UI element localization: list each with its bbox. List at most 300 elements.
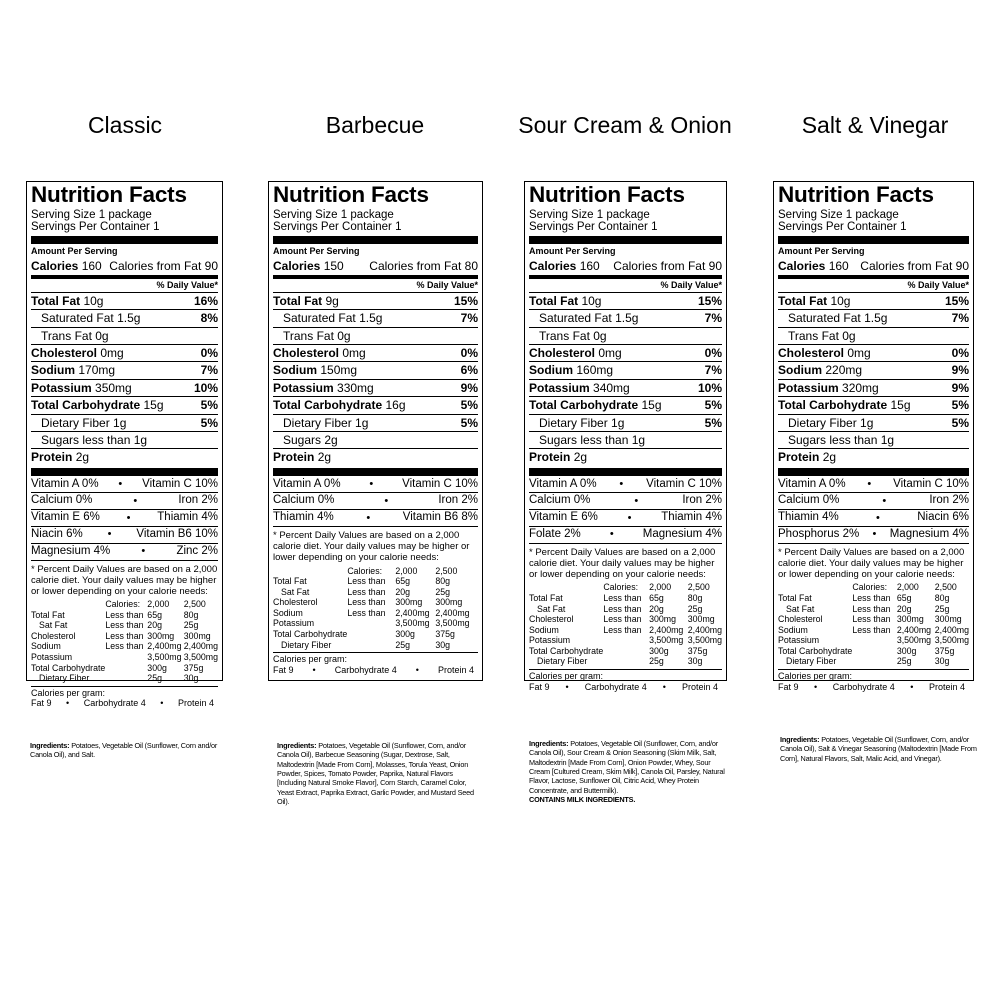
nutrient-amount: 10g (581, 293, 602, 308)
bullet-separator: • (662, 681, 666, 692)
nutrient-name: Trans Fat (539, 328, 590, 343)
nutrient-name: Sodium (31, 363, 75, 378)
nutrient-name: Cholesterol (778, 345, 845, 360)
reference-value-2500: 80g (183, 609, 199, 620)
reference-nutrient: Cholesterol (273, 597, 318, 608)
reference-row (31, 652, 218, 663)
nutrient-name: Sugars (283, 432, 322, 447)
nutrient-name-amount (283, 416, 368, 430)
nutrient-amount: 1g (113, 415, 127, 430)
vitamin-left: Niacin 6% (31, 528, 83, 541)
reference-qualifier (603, 635, 649, 646)
nutrient-name-amount (529, 294, 601, 308)
nutrient-row (778, 449, 969, 465)
divider-thick (778, 468, 969, 476)
nutrient-amount: 0mg (847, 345, 871, 360)
reference-qualifier: Less than (603, 603, 642, 614)
cpg-fat: Fat 9 (31, 698, 52, 709)
reference-col-2000: 2,000 (147, 599, 170, 610)
calories-number: 160 (579, 258, 600, 273)
nutrient-row (31, 380, 218, 397)
reference-nutrient: Total Fat (778, 593, 812, 604)
nutrient-name: Trans Fat (283, 328, 334, 343)
reference-value-2000: 65g (896, 593, 912, 604)
reference-row (31, 673, 218, 684)
nutrient-name: Dietary Fiber (788, 415, 857, 430)
vitamin-left: Calcium 0% (778, 494, 840, 507)
amount-per-serving: Amount Per Serving (31, 245, 118, 256)
reference-value-2000: 300mg (395, 597, 423, 608)
nutrient-amount: 1g (611, 415, 625, 430)
bullet-separator: • (384, 494, 389, 507)
divider-thick (529, 468, 722, 476)
vitamin-left: Vitamin A 0% (529, 477, 597, 490)
nutrient-name-amount (788, 416, 873, 430)
nutrient-daily-value: 10% (697, 380, 722, 395)
ingredients-list: Potatoes, Vegetable Oil (Sunflower, Corn, and/or Canola Oil), Sour Cream & Onion Seasoning (Skim Milk, Salt, Maltodextrin [Made From Corn], Onion Powder, Whey, Sour Cream [Cultured Cream, Skim Milk], Canola Oil, Parsley, Natural Flavor, Lactose, Sunflower Oil, Citric Acid, Whey Protein Concentrate, and Buttermilk). (529, 739, 725, 795)
nutrient-daily-value: 7% (951, 311, 969, 326)
nutrient-row (529, 310, 722, 327)
nutrient-amount: 15g (143, 398, 164, 413)
reference-value-2500: 375g (934, 645, 955, 656)
bullet-separator: • (634, 494, 639, 507)
reference-row (778, 625, 969, 636)
reference-nutrient: Total Carbohydrate (31, 662, 106, 673)
reference-nutrient: Total Fat (529, 593, 563, 604)
nutrient-name-amount (539, 311, 638, 325)
reference-nutrient: Sodium (529, 624, 559, 635)
reference-row (778, 593, 969, 604)
flavor-heading: Classic (87, 112, 163, 138)
calories-value (529, 259, 600, 273)
daily-value-reference-table (31, 599, 218, 683)
ingredients-list: Potatoes, Vegetable Oil (Sunflower, Corn, and/or Canola Oil), Salt & Vinegar Seasoning (Maltodextrin [Made From Corn], Natural Flavors, Salt, Malic Acid, and Vinegar). (780, 735, 977, 763)
nutrition-facts-title: Nutrition Facts (778, 182, 934, 207)
calories-from-fat: Calories from Fat 90 (860, 258, 969, 273)
reference-value-2500: 375g (687, 645, 708, 656)
nutrient-amount: 330mg (337, 380, 374, 395)
nutrient-daily-value: 5% (460, 398, 478, 413)
nutrient-name: Saturated Fat (788, 311, 861, 326)
reference-value-2000: 25g (395, 639, 411, 650)
nutrient-daily-value: 5% (951, 415, 969, 430)
reference-nutrient: Dietary Fiber (281, 639, 332, 650)
nutrient-daily-value: 5% (704, 398, 722, 413)
nutrient-name-amount (41, 433, 147, 447)
divider-thick (273, 236, 478, 244)
flavor-heading: Barbecue (325, 112, 425, 138)
nutrient-amount: 10g (83, 293, 104, 308)
vitamin-left: Magnesium 4% (31, 544, 111, 557)
servings-per-container: Servings Per Container 1 (31, 221, 160, 234)
reference-value-2500: 375g (183, 662, 204, 673)
nutrient-row (31, 397, 218, 414)
calories-per-gram-label: Calories per gram: (31, 687, 106, 698)
nutrient-name-amount (31, 363, 115, 377)
reference-row (529, 614, 722, 625)
nutrient-row (778, 293, 969, 310)
reference-value-2500: 300mg (183, 630, 211, 641)
nutrient-row (778, 345, 969, 362)
reference-value-2000: 65g (649, 593, 664, 604)
nutrient-row (529, 328, 722, 345)
vitamin-left: Vitamin A 0% (31, 477, 99, 490)
reference-row (273, 608, 470, 619)
reference-value-2000: 300g (395, 628, 415, 639)
calories-value (778, 259, 849, 273)
ingredients-list: Potatoes, Vegetable Oil (Sunflower, Corn and/or Canola Oil), and Salt. (30, 741, 218, 760)
nutrient-row (778, 362, 969, 379)
vitamin-right: Iron 2% (178, 494, 218, 507)
daily-value-header: % Daily Value* (778, 279, 969, 293)
reference-nutrient: Sat Fat (281, 586, 310, 597)
reference-empty-cell (529, 582, 603, 593)
amount-per-serving: Amount Per Serving (778, 245, 865, 256)
vitamin-right: Iron 2% (929, 494, 969, 507)
servings-per-container: Servings Per Container 1 (529, 221, 658, 234)
nutrient-name: Cholesterol (529, 345, 596, 360)
reference-empty-cell (31, 599, 105, 610)
vitamin-row (273, 493, 478, 510)
nutrient-row (273, 415, 478, 432)
vitamin-right: Vitamin B6 10% (136, 528, 218, 541)
reference-value-2000: 3,500mg (649, 635, 684, 646)
ingredients-label: Ingredients: (30, 741, 70, 750)
cpg-protein: Protein 4 (177, 698, 214, 709)
nutrient-name-amount (41, 311, 140, 325)
reference-qualifier: Less than (105, 620, 144, 631)
reference-nutrient: Dietary Fiber (786, 656, 837, 667)
nutrient-name: Cholesterol (31, 345, 98, 360)
nutrient-name-amount (539, 416, 624, 430)
divider-thick (31, 468, 218, 476)
reference-value-2000: 25g (649, 656, 664, 667)
nutrient-daily-value: 5% (951, 398, 969, 413)
nutrient-amount: 2g (324, 432, 338, 447)
nutrient-name-amount (31, 398, 164, 412)
bullet-separator: • (160, 698, 164, 709)
reference-nutrient: Dietary Fiber (39, 673, 90, 684)
cpg-protein: Protein 4 (437, 664, 474, 675)
amount-per-serving: Amount Per Serving (529, 245, 616, 256)
nutrition-facts-label (773, 181, 974, 692)
calories-per-gram-label: Calories per gram: (778, 670, 853, 681)
reference-qualifier (347, 629, 395, 640)
calories-number: 150 (323, 258, 344, 273)
nutrient-amount: 0mg (598, 345, 622, 360)
ingredients-label: Ingredients: (529, 739, 569, 748)
vitamin-left: Vitamin E 6% (31, 511, 100, 524)
nutrient-name: Total Fat (273, 293, 323, 308)
reference-value-2500: 80g (934, 593, 950, 604)
bullet-separator: • (872, 528, 877, 541)
reference-nutrient: Cholesterol (31, 630, 76, 641)
reference-qualifier: Less than (347, 576, 386, 587)
cpg-carbohydrate: Carbohydrate 4 (584, 681, 647, 692)
calories-per-gram (778, 669, 969, 693)
bullet-separator: • (133, 494, 138, 507)
nutrient-row (529, 449, 722, 465)
reference-value-2500: 25g (435, 586, 451, 597)
calories-row (778, 258, 969, 274)
nutrient-name-amount (273, 363, 357, 377)
nutrient-row (778, 380, 969, 397)
nutrition-facts-title: Nutrition Facts (529, 182, 685, 207)
nutrition-facts-label (524, 181, 727, 692)
nutrient-amount: 16g (385, 398, 406, 413)
nutrient-name-amount (529, 450, 587, 464)
reference-value-2000: 300g (896, 645, 917, 656)
nutrient-name: Total Fat (778, 293, 828, 308)
ingredients-text (277, 741, 477, 806)
reference-nutrient: Sat Fat (537, 603, 566, 614)
nutrient-name: Trans Fat (788, 328, 839, 343)
nutrient-daily-value: 5% (200, 398, 218, 413)
cpg-fat: Fat 9 (778, 681, 799, 692)
bullet-separator: • (141, 545, 146, 558)
nutrient-row (778, 415, 969, 432)
reference-value-2000: 20g (896, 603, 912, 614)
nutrient-name-amount (778, 363, 862, 377)
nutrient-daily-value: 6% (460, 363, 478, 378)
ingredients-text (529, 739, 729, 804)
calories-per-gram-label: Calories per gram: (529, 670, 604, 681)
vitamin-left: Calcium 0% (31, 494, 93, 507)
reference-value-2000: 3,500mg (147, 652, 182, 662)
nutrient-name-amount (31, 450, 89, 464)
nutrient-amount: 1.5g (864, 311, 888, 326)
nutrient-name: Saturated Fat (283, 311, 356, 326)
daily-value-footnote: * Percent Daily Values are based on a 2,000 calorie diet. Your daily values may be higher or lower depending on your calorie needs: (529, 546, 716, 581)
nutrient-row (273, 380, 478, 397)
nutrient-name-amount (539, 433, 645, 447)
reference-value-2000: 20g (649, 603, 664, 614)
nutrient-name: Saturated Fat (539, 311, 612, 326)
nutrient-daily-value: 0% (200, 345, 218, 360)
nutrient-row (31, 432, 218, 449)
nutrient-row (273, 345, 478, 362)
nutrient-row (778, 432, 969, 449)
nutrient-daily-value: 15% (697, 293, 722, 308)
nutrient-name-amount (41, 329, 109, 343)
nutrient-name-amount (788, 433, 894, 447)
cpg-protein: Protein 4 (681, 681, 718, 692)
reference-qualifier: Less than (105, 609, 144, 620)
reference-value-2500: 300mg (934, 614, 962, 625)
nutrient-row (529, 293, 722, 310)
ingredients-list: Potatoes, Vegetable Oil (Sunflower, Corn, and/or Canola Oil), Barbecue Seasoning (Sugar, Dextrose, Salt, Maltodextrin [Made From Corn], Molasses, Torula Yeast, Onion Powder, Spices, Tomato Powder, Paprika, Natural Flavors [Including Natural Smoke Flavor], Corn Starch, Caramel Color, Yeast Extract, Paprika Extract, Garlic Powder, and Mustard Seed Oil). (277, 741, 474, 806)
vitamin-right: Thiamin 4% (661, 511, 722, 524)
reference-nutrient: Total Carbohydrate (529, 645, 604, 656)
reference-row (31, 620, 218, 631)
calories-value (31, 259, 102, 273)
bullet-separator: • (107, 528, 112, 541)
reference-nutrient: Sat Fat (786, 603, 815, 614)
nutrient-name: Dietary Fiber (41, 415, 110, 430)
vitamin-left: Vitamin E 6% (529, 511, 598, 524)
reference-qualifier (105, 652, 147, 663)
vitamin-row (778, 493, 969, 510)
reference-value-2500: 30g (687, 656, 703, 667)
calories-label: Calories (529, 258, 577, 273)
nutrient-daily-value: 9% (460, 380, 478, 395)
vitamin-row (529, 477, 722, 494)
reference-value-2500: 25g (934, 603, 950, 614)
reference-row (31, 610, 218, 621)
vitamin-row (273, 510, 478, 527)
nutrient-name-amount (778, 346, 871, 360)
nutrient-name-amount (529, 346, 622, 360)
reference-row (529, 635, 722, 646)
nutrient-row (273, 310, 478, 327)
nutrient-daily-value: 7% (704, 311, 722, 326)
nutrient-row (31, 293, 218, 310)
nutrient-name-amount (31, 294, 103, 308)
bullet-separator: • (415, 664, 419, 675)
calories-per-gram-values (273, 665, 478, 676)
bullet-separator: • (369, 477, 374, 490)
serving-size: Serving Size 1 package (778, 208, 899, 221)
vitamin-row (31, 510, 218, 527)
reference-value-2500: 2,400mg (687, 624, 722, 635)
reference-row (529, 593, 722, 604)
nutrient-daily-value: 0% (704, 345, 722, 360)
reference-nutrient: Sodium (273, 607, 303, 618)
reference-calories-label: Calories: (105, 599, 141, 610)
bullet-separator: • (627, 511, 632, 524)
reference-qualifier: Less than (603, 593, 642, 604)
reference-col-2500: 2,500 (687, 582, 710, 593)
vitamin-right: Vitamin C 10% (402, 477, 478, 490)
reference-value-2000: 300mg (896, 614, 924, 625)
daily-value-footnote: * Percent Daily Values are based on a 2,000 calorie diet. Your daily values may be higher or lower depending on your calorie needs: (31, 563, 218, 598)
nutrient-row (778, 397, 969, 414)
nutrient-amount: 0mg (342, 345, 366, 360)
reference-value-2500: 80g (435, 576, 451, 587)
reference-qualifier: Less than (347, 586, 386, 597)
nutrient-name: Total Carbohydrate (31, 398, 141, 413)
reference-value-2500: 80g (687, 593, 703, 604)
flavor-heading: Salt & Vinegar (801, 112, 949, 138)
reference-col-2000: 2,000 (649, 582, 672, 593)
nutrient-amount: 1g (860, 415, 874, 430)
nutrient-name: Sugars less than (788, 432, 878, 447)
reference-qualifier: Less than (105, 641, 144, 652)
reference-row (273, 640, 470, 651)
nutrient-row (529, 362, 722, 379)
reference-qualifier: Less than (852, 593, 891, 604)
nutrient-name: Total Carbohydrate (778, 398, 888, 413)
reference-value-2000: 300g (147, 662, 167, 673)
reference-value-2000: 2,400mg (395, 607, 430, 618)
calories-per-gram (31, 686, 218, 710)
nutrient-amount: 0g (95, 328, 109, 343)
reference-row (529, 646, 722, 657)
bullet-separator: • (565, 681, 569, 692)
vitamin-left: Thiamin 4% (273, 511, 334, 524)
vitamin-row (529, 510, 722, 527)
vitamin-row (778, 477, 969, 494)
nutrient-daily-value: 5% (704, 415, 722, 430)
nutrient-name: Dietary Fiber (283, 415, 352, 430)
nutrient-name: Potassium (31, 380, 92, 395)
vitamin-right: Magnesium 4% (889, 528, 969, 541)
vitamin-left: Thiamin 4% (778, 511, 839, 524)
nutrient-amount: 1.5g (359, 311, 383, 326)
nutrient-name: Dietary Fiber (539, 415, 608, 430)
nutrient-row (273, 293, 478, 310)
nutrient-daily-value: 8% (200, 311, 218, 326)
nutrient-daily-value: 0% (951, 345, 969, 360)
calories-label: Calories (31, 258, 79, 273)
calories-from-fat: Calories from Fat 90 (613, 258, 722, 273)
vitamin-left: Phosphorus 2% (778, 528, 860, 541)
vitamin-row (31, 493, 218, 510)
nutrient-row (529, 380, 722, 397)
vitamin-row (529, 527, 722, 544)
reference-nutrient: Potassium (273, 618, 315, 629)
nutrient-amount: 0g (842, 328, 856, 343)
calories-row (273, 258, 478, 274)
cpg-carbohydrate: Carbohydrate 4 (832, 681, 895, 692)
bullet-separator: • (910, 681, 914, 692)
nutrient-name: Sodium (273, 363, 317, 378)
vitamin-right: Magnesium 4% (642, 528, 722, 541)
reference-value-2500: 375g (435, 628, 455, 639)
vitamin-left: Calcium 0% (273, 494, 335, 507)
calories-per-gram-label: Calories per gram: (273, 654, 348, 665)
reference-qualifier: Less than (603, 624, 642, 635)
nutrient-name: Total Carbohydrate (529, 398, 639, 413)
reference-value-2000: 20g (395, 586, 411, 597)
nutrient-row (778, 328, 969, 345)
nutrient-row (31, 362, 218, 379)
nutrient-name-amount (283, 329, 351, 343)
vitamin-row (778, 527, 969, 544)
reference-value-2500: 25g (183, 620, 199, 631)
reference-header-row (778, 582, 969, 593)
nutrient-name: Sugars less than (41, 432, 131, 447)
daily-value-reference-table (273, 566, 470, 650)
nutrient-row (529, 397, 722, 414)
nutrient-daily-value: 0% (460, 345, 478, 360)
reference-qualifier: Less than (603, 614, 642, 625)
reference-qualifier (347, 640, 395, 651)
nutrient-daily-value: 15% (453, 293, 478, 308)
nutrient-daily-value: 5% (460, 415, 478, 430)
reference-col-2500: 2,500 (435, 565, 458, 576)
ingredients-text (780, 735, 978, 763)
reference-row (529, 604, 722, 615)
reference-qualifier (603, 656, 649, 667)
bullet-separator: • (867, 477, 872, 490)
reference-qualifier (347, 618, 395, 629)
vitamin-right: Zinc 2% (176, 544, 218, 557)
reference-row (778, 656, 969, 667)
reference-value-2500: 300mg (687, 614, 715, 625)
nutrient-name-amount (273, 398, 406, 412)
reference-empty-cell (778, 582, 852, 593)
nutrient-name-amount (788, 329, 856, 343)
nutrient-amount: 150mg (320, 363, 358, 378)
nutrient-daily-value: 10% (193, 380, 218, 395)
reference-nutrient: Sodium (778, 624, 808, 635)
calories-row (529, 258, 722, 274)
nutrient-name: Sugars less than (539, 432, 629, 447)
reference-qualifier: Less than (105, 630, 144, 641)
daily-value-footnote: * Percent Daily Values are based on a 2,000 calorie diet. Your daily values may be higher or lower depending on your calorie needs: (778, 546, 965, 581)
reference-header-row (529, 582, 722, 593)
